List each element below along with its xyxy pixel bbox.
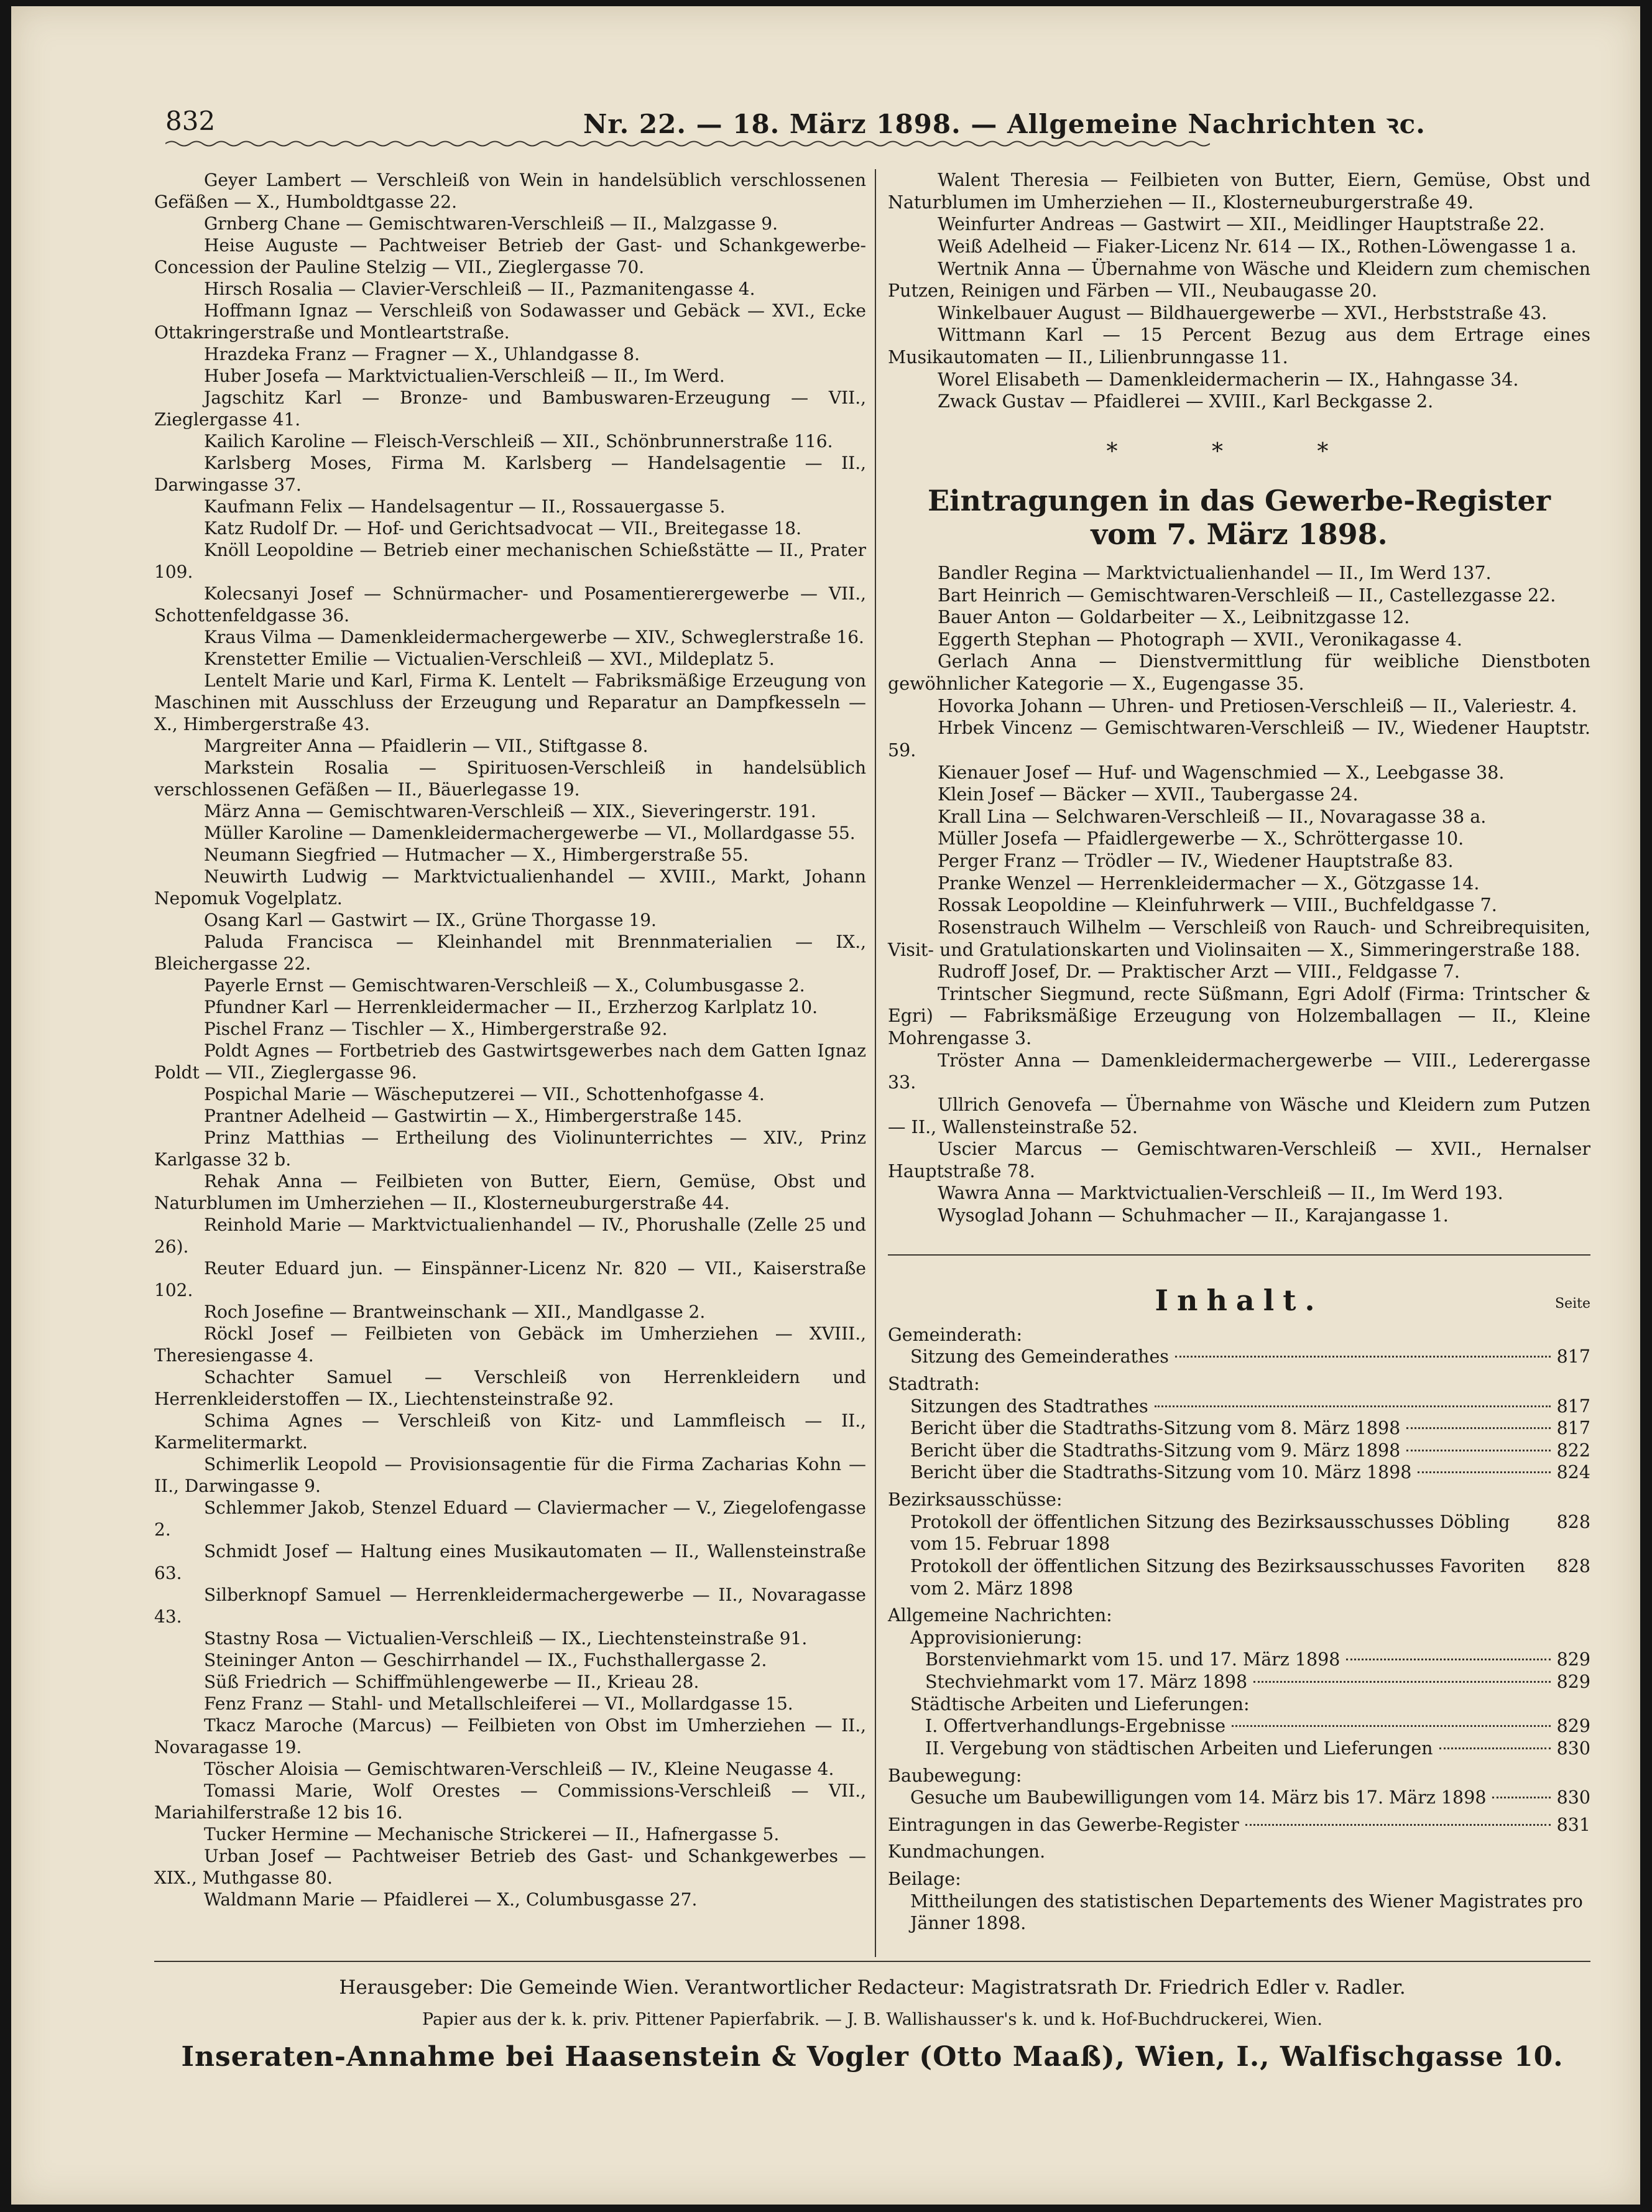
list-item: Uscier Marcus — Gemischtwaren-Verschleiß — XVII., Hernalser Hauptstraße 78.	[888, 1139, 1590, 1182]
list-item: Katz Rudolf Dr. — Hof- und Gerichtsadvocat — VII., Breitegasse 18.	[204, 518, 802, 539]
toc-row-text: Bericht über die Stadtraths-Sitzung vom 9. März 1898	[910, 1440, 1401, 1461]
toc-header	[888, 1282, 1590, 1319]
list-item: Müller Josefa — Pfaidlergewerbe — X., Schröttergasse 10.	[938, 828, 1464, 849]
list-item: Schlemmer Jakob, Stenzel Eduard — Claviermacher — V., Ziegelofengasse 2.	[154, 1497, 866, 1540]
toc-row	[888, 1671, 1590, 1693]
toc-row-text: Sitzungen des Stadtrathes	[910, 1395, 1148, 1417]
toc-row-page: 830	[1556, 1738, 1590, 1759]
list-item: Schmidt Josef — Haltung eines Musikautomaten — II., Wallensteinstraße 63.	[154, 1541, 866, 1583]
list-item: Bart Heinrich — Gemischtwaren-Verschleiß — II., Castellezgasse 22.	[938, 585, 1556, 606]
list-item: Ullrich Genovefa — Übernahme von Wäsche und Kleidern zum Putzen — II., Wallensteinstraße 52.	[888, 1094, 1590, 1137]
toc-leader-dots	[1418, 1471, 1550, 1473]
toc-category-bau: Baubewegung:	[888, 1765, 1022, 1786]
toc-row-text: Stechviehmarkt vom 17. März 1898	[925, 1672, 1248, 1692]
list-item: Reinhold Marie — Marktvictualienhandel — IV., Phorushalle (Zelle 25 und 26).	[154, 1215, 866, 1257]
list-item: Steininger Anton — Geschirrhandel — IX., Fuchsthallergasse 2.	[204, 1650, 767, 1670]
page-number: 832	[165, 106, 216, 136]
toc-row-page: 829	[1556, 1716, 1590, 1737]
list-item: Wysoglad Johann — Schuhmacher — II., Karajangasse 1.	[938, 1205, 1449, 1226]
list-item: Kolecsanyi Josef — Schnürmacher- und Posamentierergewerbe — VII., Schottenfeldgasse 36.	[154, 583, 866, 626]
register-heading	[888, 484, 1590, 551]
toc-row	[888, 1787, 1590, 1809]
toc-category-bezirk: Bezirksausschüsse:	[888, 1489, 1063, 1510]
list-item: Rossak Leopoldine — Kleinfuhrwerk — VIII., Buchfeldgasse 7.	[938, 895, 1497, 916]
list-item: Schima Agnes — Verschleiß von Kitz- und Lammfleisch — II., Karmelitermarkt.	[154, 1410, 866, 1453]
list-item: Fenz Franz — Stahl- und Metallschleiferei — VI., Mollardgasse 15.	[204, 1693, 793, 1714]
list-item: Perger Franz — Trödler — IV., Wiedener Hauptstraße 83.	[938, 851, 1454, 871]
left-column	[154, 169, 866, 1910]
list-item: Winkelbauer August — Bildhauergewerbe — XVI., Herbststraße 43.	[938, 302, 1548, 323]
list-item: Pischel Franz — Tischler — X., Himbergerstraße 92.	[204, 1019, 668, 1039]
table-of-contents	[888, 1282, 1590, 1935]
list-item: Huber Josefa — Marktvictualien-Verschleiß — II., Im Werd.	[204, 366, 725, 386]
list-item: Röckl Josef — Feilbieten von Gebäck im Umherziehen — XVIII., Theresiengasse 4.	[154, 1323, 866, 1366]
list-item: Pospichal Marie — Wäscheputzerei — VII., Schottenhofgasse 4.	[204, 1084, 765, 1104]
toc-row-text: Sitzung des Gemeinderathes	[910, 1346, 1169, 1367]
toc-row	[888, 1461, 1590, 1484]
toc-row-page: 830	[1556, 1787, 1590, 1808]
list-item: Neumann Siegfried — Hutmacher — X., Himbergerstraße 55.	[204, 845, 749, 865]
list-item: Heise Auguste — Pachtweiser Betrieb der Gast- und Schankgewerbe-Concession der Pauline Stelzig — VII., Zieglergasse 70.	[154, 235, 866, 277]
toc-separator	[888, 1254, 1590, 1256]
list-item: Töscher Aloisia — Gemischtwaren-Verschleiß — IV., Kleine Neugasse 4.	[204, 1759, 834, 1779]
toc-leader-dots	[1346, 1659, 1550, 1660]
list-item: Karlsberg Moses, Firma M. Karlsberg — Handelsagentie — II., Darwingasse 37.	[154, 453, 866, 495]
list-item: Schachter Samuel — Verschleiß von Herrenkleidern und Herrenkleiderstoffen — IX., Liechtensteinstraße 92.	[154, 1367, 866, 1409]
toc-row-page: 824	[1556, 1462, 1590, 1483]
list-item: Wawra Anna — Marktvictualien-Verschleiß — II., Im Werd 193.	[938, 1183, 1503, 1204]
toc-category-gemeinderath: Gemeinderath:	[888, 1324, 1023, 1345]
toc-group-staedtisch	[888, 1715, 1590, 1759]
list-item: Eggerth Stephan — Photograph — XVII., Veronikagasse 4.	[938, 629, 1462, 650]
list-item: Gerlach Anna — Dienstvermittlung für weibliche Dienstboten gewöhnlicher Kategorie — X., Eugengasse 35.	[888, 651, 1590, 694]
list-item: Markstein Rosalia — Spirituosen-Verschleiß in handelsüblich verschlossenen Gefäßen — II., Bäuerlegasse 19.	[154, 757, 866, 800]
list-item: Worel Elisabeth — Damenkleidermacherin — IX., Hahngasse 34.	[938, 369, 1519, 390]
toc-row-page: 817	[1556, 1395, 1590, 1417]
toc-row-text: I. Offertverhandlungs-Ergebnisse	[925, 1716, 1226, 1737]
imprint-advertising: Inseraten-Annahme bei Haasenstein & Vogler (Otto Maaß), Wien, I., Walfischgasse 10.	[181, 2041, 1564, 2073]
list-item: Pfundner Karl — Herrenkleidermacher — II., Erzherzog Karlplatz 10.	[204, 997, 818, 1017]
list-item: Hrazdeka Franz — Fragner — X., Uhlandgasse 8.	[204, 344, 640, 364]
register-entries	[888, 562, 1590, 1227]
list-item: Tomassi Marie, Wolf Orestes — Commissions-Verschleiß — VII., Mariahilferstraße 12 bis 16.	[154, 1780, 866, 1823]
toc-row-eintragungen	[888, 1814, 1590, 1836]
toc-row-page: 829	[1556, 1649, 1590, 1670]
toc-row-page: 817	[1556, 1418, 1590, 1439]
toc-category-stadtrath: Stadtrath:	[888, 1373, 980, 1394]
list-item: Kaufmann Felix — Handelsagentur — II., Rossauergasse 5.	[204, 496, 726, 517]
toc-kundmachungen: Kundmachungen.	[888, 1841, 1046, 1863]
running-head: Nr. 22. — 18. März 1898. — Allgemeine Nachrichten ꝛc.	[583, 109, 1426, 139]
toc-row	[888, 1715, 1590, 1738]
toc-row-text: Gesuche um Baubewilligungen vom 14. März bis 17. März 1898	[910, 1787, 1487, 1808]
list-item: Trintscher Siegmund, recte Süßmann, Egri Adolf (Firma: Trintscher & Egri) — Fabriksmäßige Erzeugung von Holzemballagen — II., Kleine Mohrengasse 3.	[888, 983, 1590, 1048]
list-item: Schimerlik Leopold — Provisionsagentie für die Firma Zacharias Kohn — II., Darwingasse 9.	[154, 1454, 866, 1496]
list-item: Zwack Gustav — Pfaidlerei — XVIII., Karl Beckgasse 2.	[938, 391, 1434, 412]
list-item: Paluda Francisca — Kleinhandel mit Brennmaterialien — IX., Bleichergasse 22.	[154, 932, 866, 974]
toc-row	[888, 1738, 1590, 1760]
toc-row-page: 822	[1556, 1440, 1590, 1461]
toc-leader-dots	[1232, 1725, 1550, 1727]
list-item: Waldmann Marie — Pfaidlerei — X., Columbusgasse 27.	[204, 1889, 698, 1910]
toc-subcategory-approvisionierung: Approvisionierung:	[910, 1627, 1082, 1648]
list-item: Hoffmann Ignaz — Verschleiß von Sodawasser und Gebäck — XVI., Ecke Ottakringerstraße und Montleartstraße.	[154, 300, 866, 343]
list-item: Roch Josefine — Brantweinschank — XII., Mandlgasse 2.	[204, 1302, 706, 1322]
toc-row	[888, 1417, 1590, 1440]
toc-row-page: 828	[1556, 1511, 1590, 1532]
list-item: Weiß Adelheid — Fiaker-Licenz Nr. 614 — IX., Rothen-Löwengasse 1 a.	[938, 236, 1577, 257]
toc-leader-dots	[1439, 1747, 1551, 1749]
toc-row	[888, 1440, 1590, 1462]
list-item: Tucker Hermine — Mechanische Strickerei — II., Hafnergasse 5.	[204, 1824, 780, 1844]
list-item: Knöll Leopoldine — Betrieb einer mechanischen Schießstätte — II., Prater 109.	[154, 540, 866, 582]
toc-row-text: Borstenviehmarkt vom 15. und 17. März 1898	[925, 1649, 1341, 1670]
list-item: Geyer Lambert — Verschleiß von Wein in handelsüblich verschlossenen Gefäßen — X., Humboldtgasse 22.	[154, 170, 866, 212]
list-item: Prinz Matthias — Ertheilung des Violinunterrichtes — XIV., Prinz Karlgasse 32 b.	[154, 1127, 866, 1170]
list-item: Wertnik Anna — Übernahme von Wäsche und Kleidern zum chemischen Putzen, Reinigen und Färben — VII., Neubaugasse 20.	[888, 258, 1590, 302]
toc-leader-dots	[1253, 1681, 1550, 1683]
list-item: Margreiter Anna — Pfaidlerin — VII., Stiftgasse 8.	[204, 736, 648, 756]
header-wavy-rule	[165, 139, 1210, 148]
imprint-publisher: Herausgeber: Die Gemeinde Wien. Verantwortlicher Redacteur: Magistratsrath Dr. Friedrich Edler v. Radler.	[339, 1976, 1406, 1999]
list-item: Tröster Anna — Damenkleidermachergewerbe — VIII., Lederergasse 33.	[888, 1050, 1590, 1093]
toc-group-bau	[888, 1787, 1590, 1809]
list-item: Poldt Agnes — Fortbetrieb des Gastwirtsgewerbes nach dem Gatten Ignaz Poldt — VII., Zieglergasse 96.	[154, 1040, 866, 1083]
list-item: März Anna — Gemischtwaren-Verschleiß — XIX., Sieveringerstr. 191.	[204, 801, 816, 821]
list-item: Bauer Anton — Goldarbeiter — X., Leibnitzgasse 12.	[938, 607, 1410, 628]
toc-group-approvisionierung	[888, 1649, 1590, 1693]
list-item: Weinfurter Andreas — Gastwirt — XII., Meidlinger Hauptstraße 22.	[938, 214, 1545, 235]
toc-row-text: Bericht über die Stadtraths-Sitzung vom 8. März 1898	[910, 1418, 1401, 1439]
toc-row-text: Protokoll der öffentlichen Sitzung des Bezirksausschusses Döbling vom 15. Februar 1898	[910, 1511, 1510, 1555]
list-item: Rehak Anna — Feilbieten von Butter, Eiern, Gemüse, Obst und Naturblumen im Umherziehen — II., Klosterneuburgerstraße 44.	[154, 1171, 866, 1213]
register-title-line2: vom 7. März 1898.	[1091, 517, 1388, 551]
list-item: Grnberg Chane — Gemischtwaren-Verschleiß — II., Malzgasse 9.	[204, 213, 778, 234]
toc-row-page: 829	[1556, 1672, 1590, 1692]
toc-row-text: Protokoll der öffentlichen Sitzung des Bezirksausschusses Favoriten vom 2. März 1898	[910, 1555, 1525, 1599]
list-item: Hirsch Rosalia — Clavier-Verschleiß — II., Pazmanitengasse 4.	[204, 279, 755, 299]
list-item: Osang Karl — Gastwirt — IX., Grüne Thorgasse 19.	[204, 910, 657, 930]
toc-page-label: Seite	[1555, 1295, 1590, 1312]
toc-beilage-text: Mittheilungen des statistischen Departements des Wiener Magistrates pro Jänner 1898.	[910, 1890, 1583, 1934]
list-item: Reuter Eduard jun. — Einspänner-Licenz Nr. 820 — VII., Kaiserstraße 102.	[154, 1258, 866, 1300]
list-item: Bandler Regina — Marktvictualienhandel — II., Im Werd 137.	[938, 562, 1492, 583]
toc-group-stadtrath	[888, 1395, 1590, 1484]
toc-row	[888, 1511, 1590, 1555]
toc-subcategory-staedtisch: Städtische Arbeiten und Lieferungen:	[910, 1693, 1250, 1715]
list-item: Rosenstrauch Wilhelm — Verschleiß von Rauch- und Schreibrequisiten, Visit- und Gratulationskarten und Violinsaiten — X., Simmeringerstraße 188.	[888, 917, 1590, 960]
toc-title: Inhalt.	[1155, 1283, 1324, 1317]
toc-leader-dots	[1492, 1797, 1550, 1798]
toc-row-page: 817	[1556, 1346, 1590, 1367]
register-title-line1: Eintragungen in das Gewerbe-Register	[928, 483, 1551, 517]
imprint-printer: Papier aus der k. k. priv. Pittener Papierfabrik. — J. B. Wallishausser's k. und k. Hof-Buchdruckerei, Wien.	[422, 2010, 1322, 2029]
list-item: Neuwirth Ludwig — Marktvictualienhandel — XVIII., Markt, Johann Nepomuk Vogelplatz.	[154, 866, 866, 909]
toc-row-text: Eintragungen in das Gewerbe-Register	[888, 1814, 1239, 1835]
list-item: Kienauer Josef — Huf- und Wagenschmied — X., Leebgasse 38.	[938, 762, 1505, 783]
list-item: Kailich Karoline — Fleisch-Verschleiß — XII., Schönbrunnerstraße 116.	[204, 431, 833, 451]
list-item: Payerle Ernst — Gemischtwaren-Verschleiß — X., Columbusgasse 2.	[204, 975, 805, 996]
toc-row-page: 831	[1556, 1814, 1590, 1835]
toc-row	[888, 1555, 1590, 1599]
list-item: Silberknopf Samuel — Herrenkleidermachergewerbe — II., Novaragasse 43.	[154, 1585, 866, 1627]
list-item: Kraus Vilma — Damenkleidermachergewerbe — XIV., Schweglerstraße 16.	[204, 627, 864, 647]
toc-leader-dots	[1245, 1824, 1551, 1826]
list-item: Hrbek Vincenz — Gemischtwaren-Verschleiß — IV., Wiedener Hauptstr. 59.	[888, 718, 1590, 761]
list-item: Lentelt Marie und Karl, Firma K. Lentelt — Fabriksmäßige Erzeugung von Maschinen mit Ausschluss der Erzeugung und Reparatur an Dampfkesseln — X., Himbergerstraße 43.	[154, 670, 866, 734]
toc-row-text: Bericht über die Stadtraths-Sitzung vom 10. März 1898	[910, 1462, 1412, 1483]
imprint-rule	[154, 1961, 1590, 1962]
column-divider	[875, 169, 876, 1957]
list-item: Süß Friedrich — Schiffmühlengewerbe — II., Krieau 28.	[204, 1672, 699, 1692]
continued-entries	[888, 169, 1590, 413]
toc-leader-dots	[1155, 1405, 1551, 1407]
list-item: Stastny Rosa — Victualien-Verschleiß — IX., Liechtensteinstraße 91.	[204, 1628, 808, 1649]
toc-leader-dots	[1406, 1427, 1550, 1429]
right-column	[888, 169, 1590, 1935]
toc-row	[888, 1395, 1590, 1418]
list-item: Müller Karoline — Damenkleidermachergewerbe — VI., Mollardgasse 55.	[204, 823, 856, 843]
toc-leader-dots	[1406, 1450, 1550, 1451]
toc-leader-dots	[1175, 1356, 1551, 1358]
toc-group-bezirk	[888, 1511, 1590, 1600]
toc-row	[888, 1649, 1590, 1671]
toc-category-allgemein: Allgemeine Nachrichten:	[888, 1605, 1112, 1626]
list-item: Pranke Wenzel — Herrenkleidermacher — X., Götzgasse 14.	[938, 872, 1480, 894]
toc-group-gemeinderath	[888, 1346, 1590, 1368]
list-item: Wittmann Karl — 15 Percent Bezug aus dem Ertrage eines Musikautomaten — II., Lilienbrunngasse 11.	[888, 325, 1590, 368]
list-item: Urban Josef — Pachtweiser Betrieb des Gast- und Schankgewerbes — XIX., Muthgasse 80.	[154, 1846, 866, 1888]
list-item: Krenstetter Emilie — Victualien-Verschleiß — XVI., Mildeplatz 5.	[204, 649, 775, 669]
list-item: Klein Josef — Bäcker — XVII., Taubergasse 24.	[938, 784, 1359, 805]
list-item: Hovorka Johann — Uhren- und Pretiosen-Verschleiß — II., Valeriestr. 4.	[938, 695, 1577, 716]
list-item: Rudroff Josef, Dr. — Praktischer Arzt — VIII., Feldgasse 7.	[938, 961, 1460, 983]
list-item: Prantner Adelheid — Gastwirtin — X., Himbergerstraße 145.	[204, 1106, 742, 1126]
list-item: Krall Lina — Selchwaren-Verschleiß — II., Novaragasse 38 a.	[938, 806, 1487, 827]
section-stars: * * *	[1106, 438, 1372, 465]
toc-row	[888, 1346, 1590, 1368]
toc-row-text: II. Vergebung von städtischen Arbeiten und Lieferungen	[925, 1738, 1433, 1759]
list-item: Walent Theresia — Feilbieten von Butter, Eiern, Gemüse, Obst und Naturblumen im Umherziehen — II., Klosterneuburgerstraße 49.	[888, 170, 1590, 213]
toc-row-page: 828	[1556, 1555, 1590, 1576]
list-item: Tkacz Maroche (Marcus) — Feilbieten von Obst im Umherziehen — II., Novaragasse 19.	[154, 1715, 866, 1757]
toc-category-beilage: Beilage:	[888, 1869, 961, 1889]
list-item: Jagschitz Karl — Bronze- und Bambuswaren-Erzeugung — VII., Zieglergasse 41.	[154, 387, 866, 430]
